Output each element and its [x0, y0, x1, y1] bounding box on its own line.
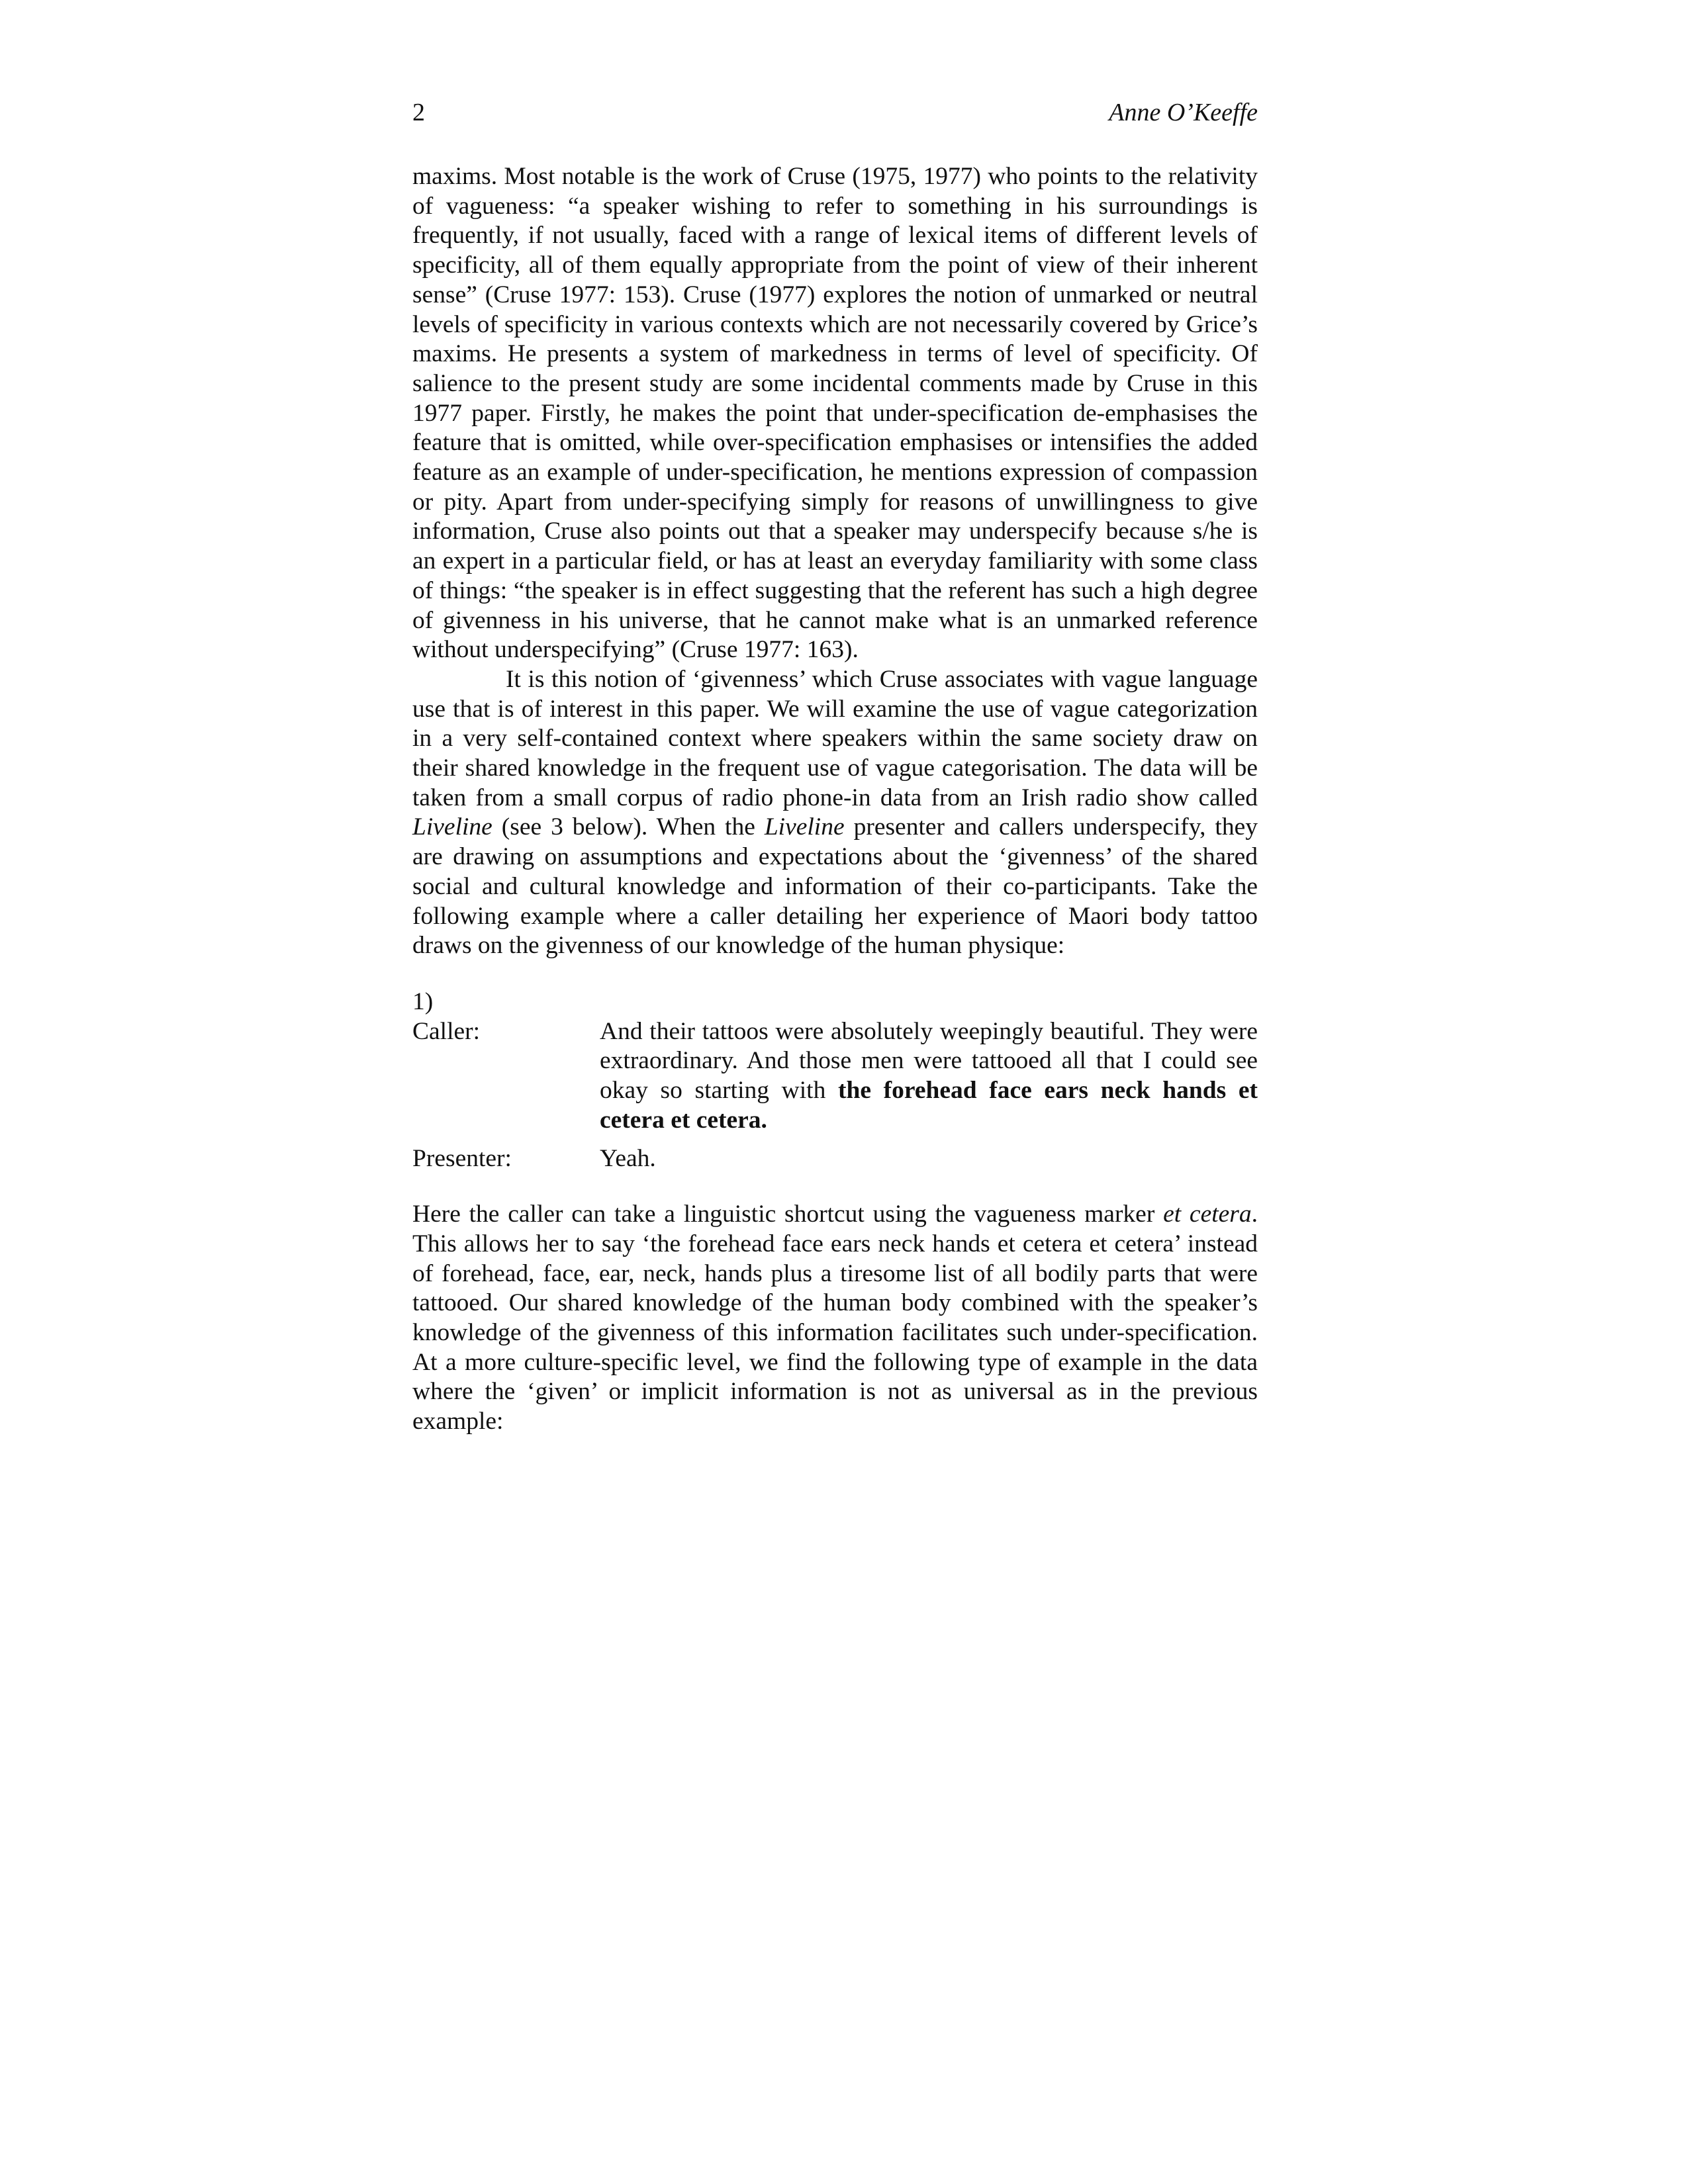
paragraph-3-italic: et cetera — [1163, 1201, 1252, 1228]
page-header — [412, 99, 1258, 139]
paragraph-2-italic-1: Liveline — [412, 813, 492, 841]
paragraph-3 — [412, 1200, 1258, 1437]
document-page — [412, 99, 1258, 1435]
example-turn — [412, 1017, 1258, 1136]
paragraph-2-text-1: It is this notion of ‘givenness’ which Cruse associates with vague language use that is of interest in this paper. We will examine the use of vague categorization in a very self-contained context where speakers within the same society draw on their shared knowledge in the frequent use of vague categorisation. The data will be taken from a small corpus of radio phone-in data from an Irish radio show called — [412, 665, 1258, 811]
paragraph-2-text-3: presenter and callers underspecify, they are drawing on assumptions and expectations about the ‘givenness’ of the shared social and cultural knowledge and information of their co-participants. Take the following example where a caller detailing her experience of Maori body tattoo draws on the givenness of our knowledge of the human physique: — [412, 813, 1258, 960]
running-head-author: Anne O’Keeffe — [1109, 99, 1258, 126]
turn-speaker: Caller: — [412, 1017, 481, 1045]
paragraph-2-text-2: (see 3 below). When the — [492, 813, 765, 841]
turn-utterance — [600, 1144, 1258, 1174]
paragraph-1: maxims. Most notable is the work of Cruse (1975, 1977) who points to the relativity of vagueness: “a speaker wishing to refer to something in his surroundings is frequently, if not usually, faced with a range of lexical items of different levels of specificity, all of them equally appropriate from the point of view of their inherent sense” (Cruse 1977: 153). Cruse (1977) explores the notion of unmarked or neutral levels of specificity in various contexts which are not necessarily covered by Grice’s maxims. He presents a system of markedness in terms of level of specificity. Of salience to the present study are some incidental comments made by Cruse in this 1977 paper. Firstly, he makes the point that under-specification de-emphasises the feature that is omitted, while over-specification emphasises or intensifies the added feature as an example of under-specification, he mentions expression of compassion or pity. Apart from under-specifying simply for reasons of unwillingness to give information, Cruse also points out that a speaker may underspecify because s/he is an expert in a particular field, or has at least an everyday familiarity with some class of things: “the speaker is in effect suggesting that the referent has such a high degree of givenness in his universe, that he cannot make what is an unmarked reference without underspecifying” (Cruse 1977: 163). — [412, 163, 1258, 664]
example-turn — [412, 1144, 1258, 1174]
utterance-text: Yeah. — [600, 1144, 656, 1172]
body-text — [412, 162, 1258, 1437]
example-number: 1) — [412, 987, 434, 1015]
paragraph-3-text-1: Here the caller can take a linguistic shortcut using the vagueness marker — [412, 1201, 1164, 1228]
utterance-text: And their tattoos were absolutely weepingly beautiful. They were extraordinary. And those men were tattooed all that I could see okay so starting with — [600, 1017, 1258, 1105]
turn-utterance — [600, 1017, 1258, 1136]
paragraph-3-text-2: . This allows her to say ‘the forehead face ears neck hands et cetera et cetera’ instead of forehead, face, ear, neck, hands plus a tiresome list of all bodily parts that were tattooed. Our shared knowledge of the human body combined with the speaker’s knowledge of the givenness of this information facilitates such under-specification. At a more culture-specific level, we find the following type of example in the data where the ‘given’ or implicit information is not as universal as in the previous example: — [412, 1201, 1258, 1435]
paragraph-2-italic-2: Liveline — [764, 813, 845, 841]
page-number: 2 — [412, 99, 425, 126]
paragraph-2 — [412, 665, 1258, 961]
utterance-bold-text: the forehead face ears neck hands et cetera et cetera. — [600, 1077, 1258, 1134]
turn-speaker: Presenter: — [412, 1144, 512, 1172]
